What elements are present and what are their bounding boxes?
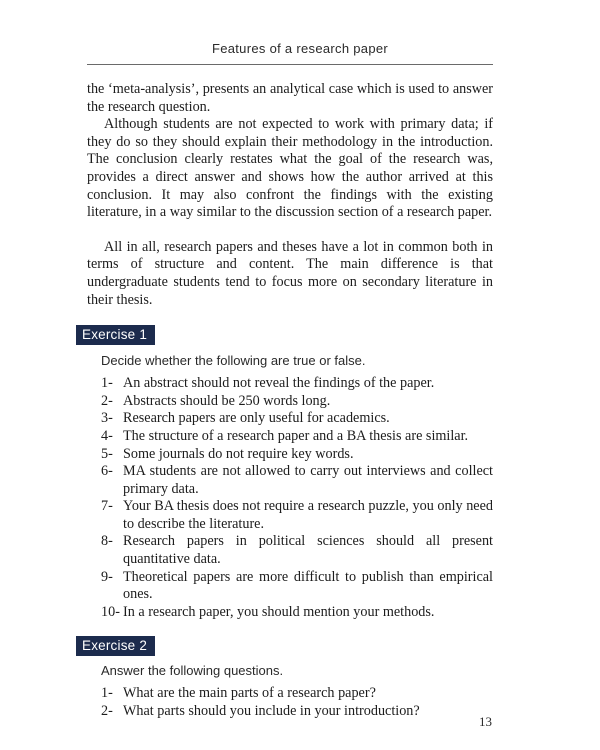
item-number: 5- [101, 445, 113, 462]
item-text: An abstract should not reveal the findings of the paper. [123, 375, 435, 392]
list-item [101, 685, 493, 703]
item-number: 2- [101, 392, 113, 409]
item-number: 4- [101, 427, 113, 444]
item-number: 8- [101, 533, 113, 550]
page-content [82, 81, 493, 721]
paragraph-gap [87, 222, 493, 239]
list-item [101, 604, 493, 622]
list-item [101, 533, 493, 568]
item-text: MA students are not allowed to carry out interviews and collect primary data. [123, 463, 493, 497]
item-text: Research papers in political sciences should all present quantitative data. [123, 533, 493, 568]
page-number: 13 [479, 714, 492, 729]
item-number: 10- [101, 603, 120, 620]
exercise-1-list [87, 375, 493, 621]
running-head: Features of a research paper [211, 41, 389, 56]
list-item [101, 375, 493, 393]
item-number: 3- [101, 410, 113, 427]
item-number: 9- [101, 568, 113, 585]
exercise-2-heading: Exercise 2 [76, 636, 155, 656]
item-text: The structure of a research paper and a BA thesis are similar. [123, 427, 469, 444]
item-text: Your BA thesis does not require a research puzzle, you only need to describe the literature. [123, 498, 493, 532]
exercise-2-instruction: Answer the following questions. [101, 663, 284, 679]
item-text: What parts should you include in your introduction? [123, 703, 420, 720]
list-item [101, 569, 493, 604]
exercise-2-list [87, 685, 493, 720]
body-paragraph: the ‘meta-analysis’, presents an analytical case which is used to answer the research question. [87, 81, 493, 115]
body-paragraph: Although students are not expected to work with primary data; if they do so they should explain their methodology in the introduction. The conclusion clearly restates what the goal of the research was, provides a direct answer and shows how the author arrived at this conclusion. It may also confront the findings with the existing literature, in a way similar to the discussion section of a research paper. [87, 116, 493, 221]
item-number: 1- [101, 685, 113, 702]
item-number: 2- [101, 703, 113, 720]
item-text: In a research paper, you should mention your methods. [123, 603, 435, 620]
list-item [101, 703, 493, 721]
item-text: What are the main parts of a research paper? [123, 685, 376, 702]
header-rule [87, 64, 493, 65]
item-text: Theoretical papers are more difficult to publish than empirical ones. [123, 568, 493, 603]
list-item [101, 446, 493, 464]
item-number: 1- [101, 375, 113, 392]
list-item [101, 428, 493, 446]
list-item [101, 410, 493, 428]
exercise-1-instruction: Decide whether the following are true or false. [101, 353, 366, 369]
list-item [101, 498, 493, 533]
body-paragraph: All in all, research papers and theses have a lot in common both in terms of structure and content. The main difference is that undergraduate students tend to focus more on secondary literature in their thesis. [87, 238, 493, 308]
list-item [101, 393, 493, 411]
item-text: Some journals do not require key words. [123, 445, 354, 462]
item-text: Abstracts should be 250 words long. [123, 392, 331, 409]
item-text: Research papers are only useful for academics. [123, 410, 390, 427]
item-number: 6- [101, 463, 113, 480]
item-number: 7- [101, 498, 113, 515]
list-item [101, 463, 493, 498]
exercise-1-heading: Exercise 1 [76, 325, 155, 345]
